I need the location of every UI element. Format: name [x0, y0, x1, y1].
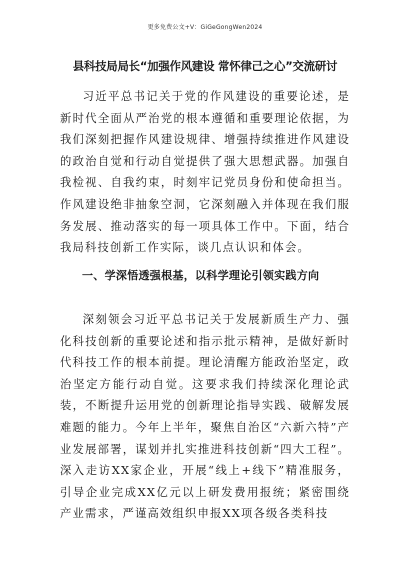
section-1-paragraph: 深刻领会习近平总书记关于发展新质生产力、强化科技创新的重要论述和指示批示精神，是做好新时代科技工作的根本前提。理论清醒方能政治坚定，政治坚定方能行动自觉。这要求我们持续深化理论武装，不断提升运用党的创新理论指导实践、破解发展难题的能力。今年上半年，聚焦自治区“六新六特”产业发展部署，谋划并扎实推进科技创新“四大工程”。深入走访XX家企业，开展“线上+线下”精准服务，引导企业完成XX亿元以上研发费用报统；紧密围绕产业需求，严谨高效组织申报XX项各级各类科技 [60, 313, 350, 521]
document-title: 县科技局局长“加强作风建设 常怀律己之心”交流研讨 [72, 59, 338, 73]
section-heading-1: 一、学深悟透强根基，以科学理论引领实践方向 [82, 269, 320, 282]
header-note: 更多免费公文+V：GiGeGongWen2024 [147, 24, 263, 31]
intro-paragraph: 习近平总书记关于党的作风建设的重要论述，是新时代全面从严治党的根本遵循和重要理论依据，为我们深刻把握作风建设规律、增强持续推进作风建设的政治自觉和行动自觉提供了强大思想武器。加强自我检视、自我约束，时刻牢记党员身份和使命担当。作风建设绝非抽象空洞，它深刻融入并体现在我们服务发展、推动落实的每一项具体工作中。下面，结合我局科技创新工作实际，谈几点认识和体会。 [60, 90, 350, 255]
